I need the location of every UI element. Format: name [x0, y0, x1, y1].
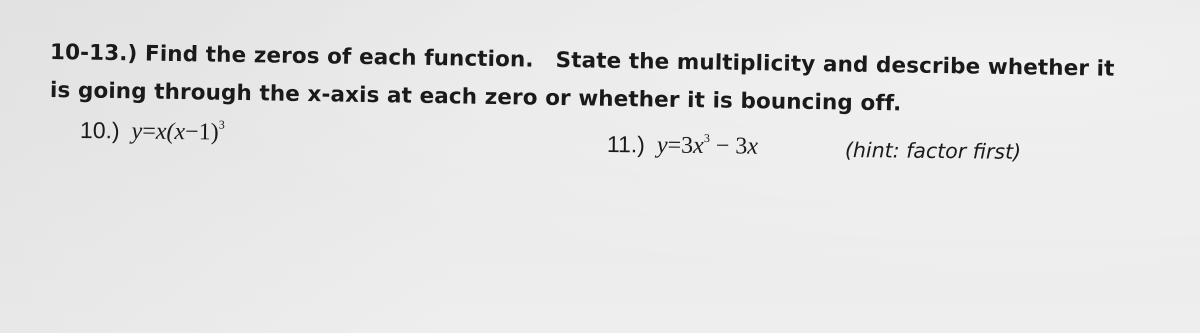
problem-10	[80, 116, 225, 147]
problem-equation: $y=x(x-1)^3$	[131, 117, 225, 146]
problem-number: 10.)	[79, 117, 120, 144]
instruction-part-1: 10-13.) Find the zeros of each function.	[49, 40, 534, 73]
instruction-line-1	[50, 40, 1115, 82]
instruction-line-2: is going through the x-axis at each zero or whether it is bouncing off.	[49, 78, 902, 117]
problem-equation: $y=3x^3 - 3x$	[656, 131, 759, 160]
problem-number: 11.)	[606, 131, 646, 158]
instruction-part-2: State the multiplicity and describe whether it	[555, 47, 1115, 82]
problem-11	[607, 130, 758, 161]
hint-text: (hint: factor first)	[844, 138, 1022, 164]
